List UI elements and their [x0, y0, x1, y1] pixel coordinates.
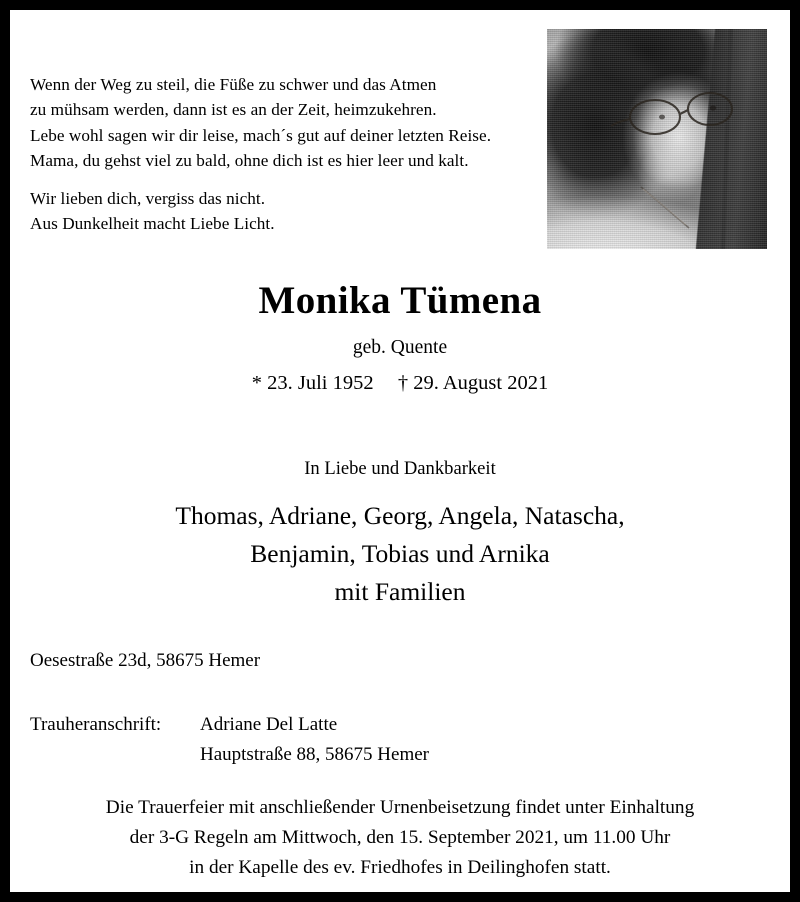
- notice-inner-panel: [10, 10, 790, 892]
- service-line: in der Kapelle des ev. Friedhofes in Deilinghofen statt.: [189, 857, 611, 878]
- residence-address: Oesestraße 23d, 58675 Hemer: [30, 650, 261, 671]
- deceased-maiden-name: geb. Quente: [352, 337, 448, 358]
- poem-line: Wenn der Weg zu steil, die Füße zu schwer und das Atmen: [30, 75, 437, 94]
- mourning-address-street: Hauptstraße 88, 58675 Hemer: [200, 744, 429, 765]
- funeral-service-details: [10, 793, 790, 883]
- service-line: der 3-G Regeln am Mittwoch, den 15. September 2021, um 11.00 Uhr: [129, 827, 671, 848]
- mourning-address-block: [30, 710, 429, 770]
- deceased-name: Monika Tümena: [258, 279, 542, 322]
- poem-line: Mama, du gehst viel zu bald, ohne dich ist es hier leer und kalt.: [30, 150, 469, 170]
- poem-stanza-gap: [30, 173, 530, 186]
- mourning-address-line: [30, 740, 429, 770]
- service-line: Die Trauerfeier mit anschließender Urnenbeisetzung findet unter Einhaltung: [105, 797, 695, 818]
- eyeglasses-detail: [547, 29, 767, 249]
- mourning-address-name: Adriane Del Latte: [200, 714, 338, 735]
- life-dates: [10, 372, 790, 395]
- dedication-text: In Liebe und Dankbarkeit: [304, 458, 496, 479]
- poem-line: zu mühsam werden, dann ist es an der Zeit, heimzukehren.: [30, 100, 437, 120]
- birth-date: 23. Juli 1952: [267, 372, 374, 394]
- survivors-line: Thomas, Adriane, Georg, Angela, Natascha,: [175, 501, 625, 530]
- survivors-line: mit Familien: [334, 577, 466, 606]
- cross-dagger-icon: †: [397, 372, 409, 394]
- survivors-list: [10, 497, 790, 611]
- birth-symbol-icon: *: [251, 372, 262, 394]
- survivors-line: Benjamin, Tobias und Arnika: [250, 539, 550, 568]
- memorial-poem: [30, 72, 530, 237]
- poem-line: Lebe wohl sagen wir dir leise, mach´s gut auf deiner letzten Reise.: [30, 125, 492, 145]
- poem-line: Aus Dunkelheit macht Liebe Licht.: [30, 214, 275, 234]
- poem-line: Wir lieben dich, vergiss das nicht.: [30, 189, 266, 209]
- mourning-address-line: [30, 710, 429, 740]
- portrait-photo: [547, 29, 767, 249]
- mourning-address-label: Trauheranschrift:: [30, 714, 162, 735]
- death-date: 29. August 2021: [413, 372, 549, 394]
